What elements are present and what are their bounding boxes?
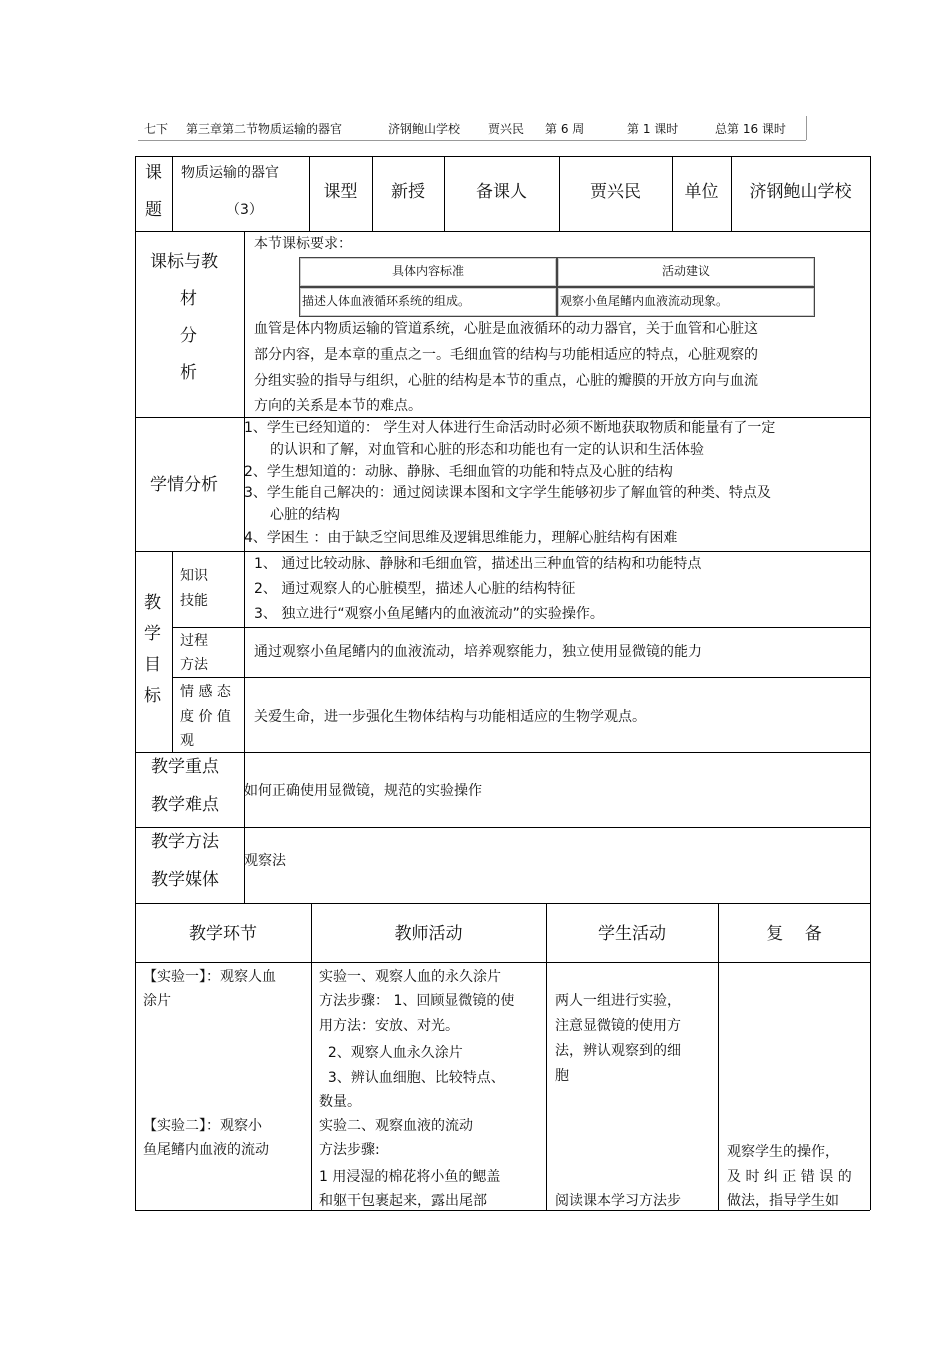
teacher-line-9: 1 用浸湿的棉花将小鱼的鳃盖 [319, 1169, 501, 1185]
stage-exp2-line-1: 【实验二】：观察小 [143, 1118, 262, 1134]
type-value: 新授 [391, 182, 425, 202]
emotion-label-1: 情 感 态 [180, 684, 231, 700]
teacher-line-5: 3、辨认血细胞、比较特点、 [319, 1070, 505, 1086]
students-label: 学情分析 [150, 475, 218, 495]
header-school: 济钢鲍山学校 [388, 122, 461, 136]
col-header-student: 学生活动 [598, 924, 666, 944]
inner-cell-activity: 观察小鱼尾鳍内血液流动现象。 [560, 294, 729, 308]
type-label: 课型 [323, 182, 358, 202]
header-lesson: 第 1 课时 [627, 122, 679, 136]
unit-value: 济钢鲍山学校 [749, 182, 852, 202]
col-header-review: 复 备 [766, 924, 822, 944]
review-line-1: 观察学生的操作， [727, 1144, 839, 1160]
inner-header-activity: 活动建议 [661, 264, 710, 278]
teacher-line-3: 用方法：安放、对光。 [319, 1018, 459, 1034]
col-header-stage: 教学环节 [189, 924, 257, 944]
stage-exp2-line-2: 鱼尾鳍内血液的流动 [143, 1142, 269, 1158]
emotion-label-2: 度 价 值 [180, 709, 231, 725]
curriculum-label-2: 材 [180, 289, 197, 309]
students-line-4: 3、学生能自己解决的：通过阅读课本图和文字学生能够初步了解血管的种类、特点及 [244, 485, 771, 501]
header-right-tick [806, 116, 807, 140]
students-line-6: 4、学困生 ：由于缺乏空间思维及逻辑思维能力，理解心脏结构有困难 [244, 530, 678, 546]
student-line-2: 注意显微镜的使用方 [555, 1018, 681, 1034]
goals-label-4: 标 [144, 686, 161, 706]
teacher-line-1: 实验一、观察人血的永久涂片 [319, 969, 501, 985]
teacher-line-2: 方法步骤： 1、回顾显微镜的使 [319, 993, 515, 1009]
topic-label-1: 课 [145, 163, 162, 183]
goals-label-3: 目 [144, 655, 161, 675]
header-teacher: 贾兴民 [488, 122, 525, 136]
header-total: 总第 16 课时 [715, 122, 786, 136]
requirement-title: 本节课标要求： [254, 236, 352, 252]
stage-exp1-line-2: 涂片 [143, 993, 171, 1009]
process-text: 通过观察小鱼尾鳍内的血液流动，培养观察能力，独立使用显微镜的能力 [254, 644, 702, 660]
preparer-value: 贾兴民 [590, 182, 641, 202]
curriculum-label-3: 分 [180, 326, 197, 346]
process-label-1: 过程 [180, 633, 208, 649]
curriculum-label-4: 析 [180, 363, 197, 383]
teacher-line-4: 2、观察人血永久涂片 [319, 1045, 463, 1061]
analysis-line-4: 方向的关系是本节的难点。 [254, 398, 422, 414]
knowledge-label-2: 技能 [180, 593, 208, 609]
review-line-3: 做法，指导学生如 [727, 1193, 839, 1209]
analysis-line-3: 分组实验的指导与组织，心脏的结构是本节的重点，心脏的瓣膜的开放方向与血流 [254, 373, 758, 389]
focus-text: 如何正确使用显微镜，规范的实验操作 [244, 783, 482, 799]
goals-label-2: 学 [144, 624, 161, 644]
header-week: 第 6 周 [545, 122, 585, 136]
stage-exp1-line-1: 【实验一】：观察人血 [143, 969, 276, 985]
knowledge-item-3: 3、 独立进行“观察小鱼尾鳍内的血液流动”的实验操作。 [254, 606, 604, 622]
teacher-line-8: 方法步骤: [319, 1142, 380, 1158]
header-underline [138, 140, 806, 141]
analysis-line-2: 部分内容，是本章的重点之一。毛细血管的结构与功能相适应的特点，心脏观察的 [254, 347, 758, 363]
review-line-2: 及 时 纠 正 错 误 的 [727, 1169, 852, 1185]
teacher-line-7: 实验二、观察血液的流动 [319, 1118, 473, 1134]
knowledge-item-2: 2、 通过观察人的心脏模型，描述人心脏的结构特征 [254, 581, 576, 597]
topic-label-2: 题 [145, 200, 162, 220]
students-line-5: 心脏的结构 [270, 507, 340, 523]
student-line-4: 胞 [555, 1068, 569, 1084]
topic-title: 物质运输的器官 [181, 165, 279, 181]
method-text: 观察法 [244, 853, 286, 869]
students-line-1: 1、学生已经知道的： 学生对人体进行生命活动时必须不断地获取物质和能量有了一定 [244, 420, 776, 436]
teacher-line-6: 数量。 [319, 1094, 361, 1110]
students-line-3: 2、学生想知道的：动脉、静脉、毛细血管的功能和特点及心脏的结构 [244, 464, 673, 480]
student-line-3: 法，辨认观察到的细 [555, 1043, 681, 1059]
student-line-1: 两人一组进行实验， [555, 993, 681, 1009]
inner-header-standard: 具体内容标准 [391, 264, 464, 278]
analysis-line-1: 血管是体内物质运输的管道系统，心脏是血液循环的动力器官，关于血管和心脏这 [254, 321, 758, 337]
teacher-line-10: 和躯干包裹起来，露出尾部 [319, 1193, 487, 1209]
emotion-text: 关爱生命，进一步强化生物体结构与功能相适应的生物学观点。 [254, 709, 646, 725]
topic-number: （3） [226, 202, 263, 218]
process-label-2: 方法 [180, 657, 208, 673]
header-grade: 七下 [144, 122, 169, 136]
focus-label-2: 教学难点 [151, 795, 219, 815]
col-header-teacher: 教师活动 [394, 924, 463, 944]
focus-label-1: 教学重点 [151, 757, 219, 777]
preparer-label: 备课人 [476, 182, 527, 202]
students-line-2: 的认识和了解，对血管和心脏的形态和功能也有一定的认识和生活体验 [270, 442, 704, 458]
inner-cell-standard: 描述人体血液循环系统的组成。 [302, 294, 471, 308]
header-chapter: 第三章第二节物质运输的器官 [186, 122, 343, 136]
emotion-label-3: 观 [180, 733, 194, 749]
method-label-1: 教学方法 [151, 832, 219, 852]
unit-label: 单位 [684, 182, 719, 202]
method-label-2: 教学媒体 [151, 870, 219, 890]
knowledge-label-1: 知识 [180, 568, 208, 584]
student-line-5: 阅读课本学习方法步 [555, 1193, 681, 1209]
knowledge-item-1: 1、 通过比较动脉、静脉和毛细血管，描述出三种血管的结构和功能特点 [254, 556, 702, 572]
curriculum-label-1: 课标与教 [150, 252, 218, 272]
goals-label-1: 教 [144, 593, 161, 613]
